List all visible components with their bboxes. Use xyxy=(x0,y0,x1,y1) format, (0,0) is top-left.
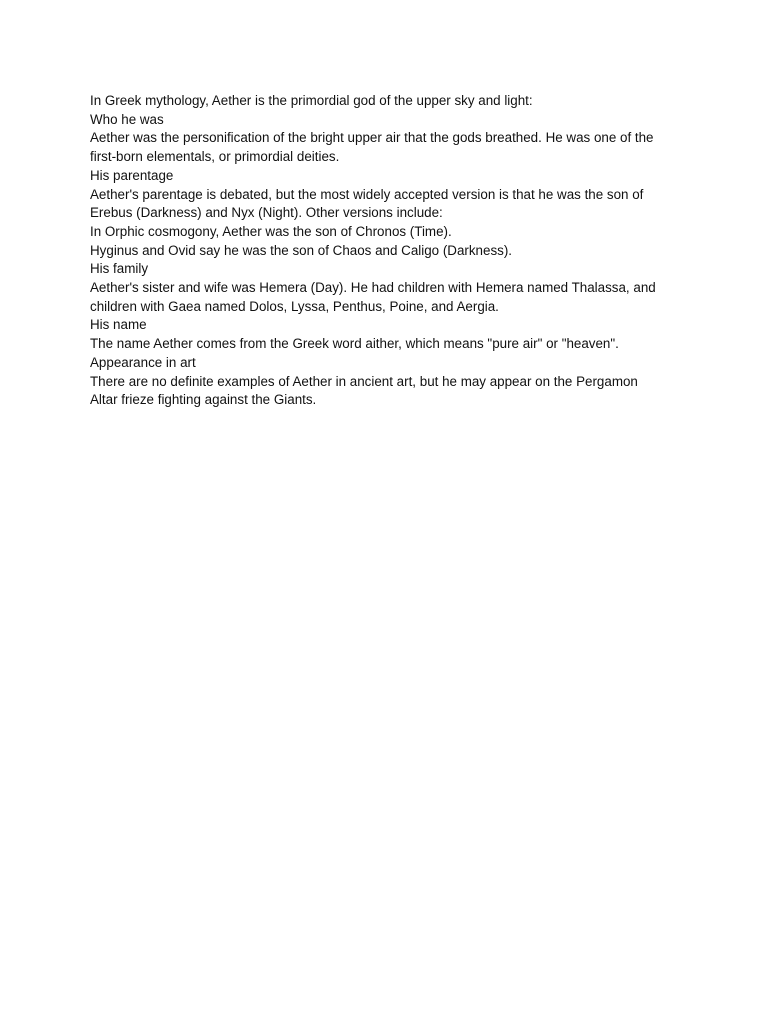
paragraph-line: The name Aether comes from the Greek word aither, which means "pure air" or "heaven". xyxy=(90,336,619,352)
paragraph-line: Aether was the personification of the bright upper air that the gods breathed. He was one of the xyxy=(90,130,654,146)
paragraph-line: Aether's parentage is debated, but the most widely accepted version is that he was the son of xyxy=(90,186,644,202)
heading-appearance-in-art: Appearance in art xyxy=(90,354,196,370)
document-body xyxy=(90,92,690,410)
paragraph-line: Hyginus and Ovid say he was the son of Chaos and Caligo (Darkness). xyxy=(90,242,513,258)
paragraph-line: There are no definite examples of Aether in ancient art, but he may appear on the Pergamon xyxy=(90,373,638,389)
paragraph-line: children with Gaea named Dolos, Lyssa, Penthus, Poine, and Aergia. xyxy=(90,298,499,314)
paragraph-line: Erebus (Darkness) and Nyx (Night). Other versions include: xyxy=(90,205,443,221)
heading-who-he-was: Who he was xyxy=(90,111,164,127)
paragraph-line: In Orphic cosmogony, Aether was the son of Chronos (Time). xyxy=(90,223,452,239)
heading-his-family: His family xyxy=(90,261,149,277)
paragraph-line: Altar frieze fighting against the Giants. xyxy=(90,392,317,408)
heading-his-name: His name xyxy=(90,317,147,333)
paragraph-line: first-born elementals, or primordial deities. xyxy=(90,149,340,165)
paragraph-line: Aether's sister and wife was Hemera (Day). He had children with Hemera named Thalassa, and xyxy=(90,280,656,296)
heading-his-parentage: His parentage xyxy=(90,167,174,183)
intro-line: In Greek mythology, Aether is the primordial god of the upper sky and light: xyxy=(90,93,533,108)
